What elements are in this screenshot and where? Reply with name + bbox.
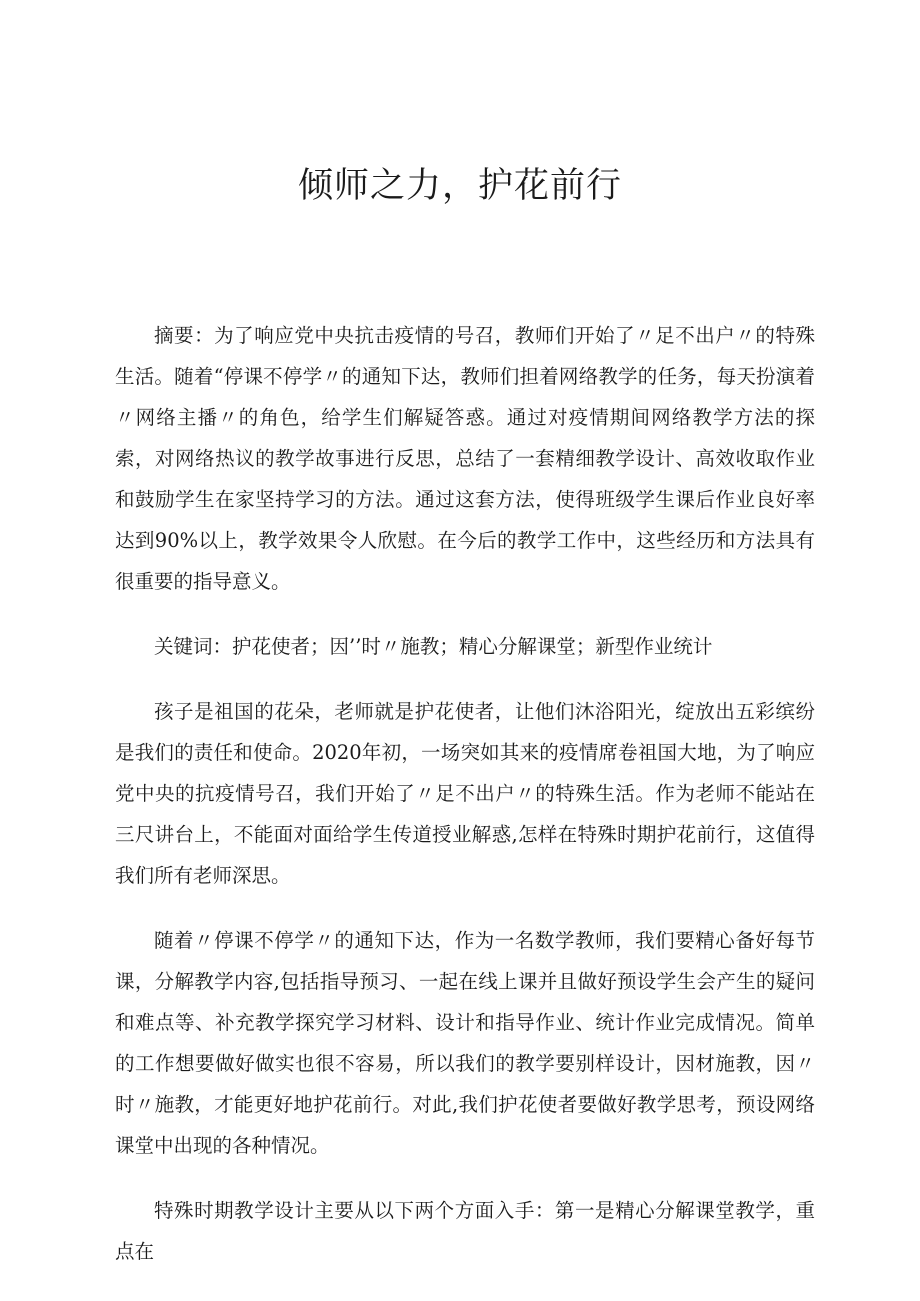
body-paragraph-1: 孩子是祖国的花朵，老师就是护花使者，让他们沐浴阳光，绽放出五彩缤纷是我们的责任和使命。2020年初，一场突如其来的疫情席卷祖国大地，为了响应党中央的抗疫情号召，我们开始了〃足不出户〃的特殊生活。作为老师不能站在三尺讲台上，不能面对面给学生传道授业解惑,怎样在特殊时期护花前行，这值得我们所有老师深思。 bbox=[115, 700, 815, 887]
body-paragraph-2: 随着〃停课不停学〃的通知下达，作为一名数学教师，我们要精心备好每节课，分解教学内容,包括指导预习、一起在线上课并且做好预设学生会产生的疑问和难点等、补充教学探究学习材料、设计和指导作业、统计作业完成情况。简单的工作想要做好做实也很不容易，所以我们的教学要别样设计，因材施教，因〃时〃施教，才能更好地护花前行。对此,我们护花使者要做好教学思考，预设网络课堂中出现的各种情况。 bbox=[115, 929, 815, 1157]
document-title: 倾师之力，护花前行 bbox=[297, 166, 622, 206]
body-paragraph-3: 特殊时期教学设计主要从以下两个方面入手：第一是精心分解课堂教学，重点在 bbox=[115, 1199, 815, 1263]
abstract-paragraph: 摘要：为了响应党中央抗击疫情的号召，教师们开始了〃足不出户〃的特殊生活。随着“停课不停学〃的通知下达，教师们担着网络教学的任务，每天扮演着〃网络主播〃的角色，给学生们解疑答惑。通过对疫情期间网络教学方法的探索，对网络热议的教学故事进行反思，总结了一套精细教学设计、高效收取作业和鼓励学生在家坚持学习的方法。通过这套方法，使得班级学生课后作业良好率达到90%以上，教学效果令人欣慰。在今后的教学工作中，这些经历和方法具有很重要的指导意义。 bbox=[115, 324, 815, 593]
keywords-paragraph: 关键词：护花使者；因’’时〃施教；精心分解课堂；新型作业统计 bbox=[154, 635, 713, 658]
document-body bbox=[115, 315, 815, 1272]
